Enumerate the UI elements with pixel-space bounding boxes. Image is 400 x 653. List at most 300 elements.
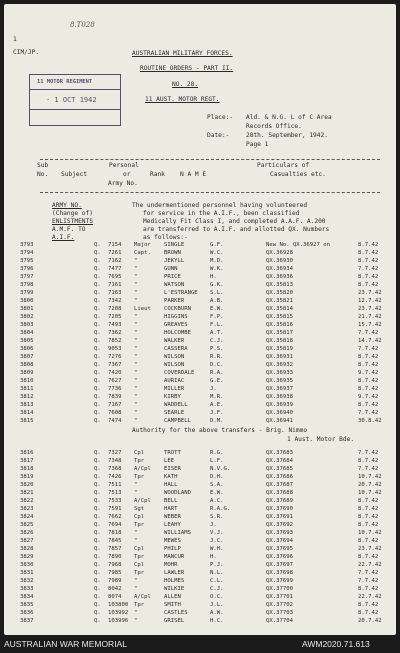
record-initials: G.K.: [210, 282, 224, 288]
record-new-number: QX.36939: [266, 402, 293, 408]
record-state: Q.: [94, 490, 101, 496]
record-personal-no: 7845: [108, 538, 122, 544]
authority-unit: 1 Aust. Motor Bde.: [287, 436, 355, 443]
record-state: Q.: [94, 474, 101, 480]
record-new-number: QX.37688: [266, 490, 293, 496]
record-row: [4, 522, 396, 530]
record-personal-no: 8074: [108, 594, 122, 600]
record-surname: HOLMES: [164, 578, 185, 584]
record-record-no: 3836: [20, 610, 34, 616]
record-initials: N.L.: [210, 570, 224, 576]
received-stamp: 11 MOTOR REGIMENT - 1 OCT 1942: [29, 74, 121, 126]
record-surname: WEBER: [164, 514, 181, 520]
record-state: Q.: [94, 554, 101, 560]
record-personal-no: 7985: [108, 570, 122, 576]
record-initials: A.W.: [210, 610, 224, 616]
record-date: 8.7.42: [358, 522, 379, 528]
record-personal-no: 7208: [108, 306, 122, 312]
record-row: [4, 602, 396, 610]
record-personal-no: 7368: [108, 466, 122, 472]
record-date: 22.7.42: [358, 562, 382, 568]
record-state: Q.: [94, 618, 101, 624]
record-date: 21.7.42: [358, 314, 382, 320]
record-row: [4, 586, 396, 594]
record-new-number: QX.35821: [266, 298, 293, 304]
record-rank: ": [134, 482, 138, 488]
record-personal-no: 7161: [108, 282, 122, 288]
record-record-no: 3833: [20, 586, 34, 592]
record-date: 7.7.42: [358, 330, 379, 336]
record-initials: R.A.: [210, 370, 224, 376]
record-record-no: 3795: [20, 258, 34, 264]
record-surname: L'ESTRANGE: [164, 290, 198, 296]
record-state: Q.: [94, 370, 101, 376]
record-row: [4, 490, 396, 498]
record-date: 20.7.42: [358, 482, 382, 488]
record-initials: G.F.: [210, 242, 224, 248]
record-personal-no: 9053: [108, 346, 122, 352]
record-record-no: 3797: [20, 274, 34, 280]
col-or: or: [123, 171, 131, 178]
record-personal-no: 103992: [108, 610, 129, 616]
record-state: Q.: [94, 450, 101, 456]
record-rank: ": [134, 338, 138, 344]
intro-line-4: are transferred to A.I.F. and allotted QX. Numbers: [143, 226, 330, 233]
record-personal-no: 103996: [108, 618, 129, 624]
record-record-no: 3824: [20, 514, 34, 520]
record-surname: WILLIAMS: [164, 530, 191, 536]
record-initials: J.: [210, 386, 217, 392]
record-new-number: QX.36941: [266, 418, 293, 424]
record-surname: WILSON: [164, 362, 185, 368]
record-date: 7.7.42: [358, 450, 379, 456]
record-state: Q.: [94, 498, 101, 504]
record-state: Q.: [94, 306, 101, 312]
record-rank: Sgt: [134, 506, 145, 512]
record-surname: GREAVES: [164, 322, 188, 328]
record-state: Q.: [94, 298, 101, 304]
record-rank: ": [134, 346, 138, 352]
record-personal-no: 7477: [108, 266, 122, 272]
record-new-number: QX.35814: [266, 306, 293, 312]
record-initials: W.K.: [210, 266, 224, 272]
record-initials: P.J.: [210, 562, 224, 568]
record-surname: HOLCOMBE: [164, 330, 191, 336]
record-rank: Cpl: [134, 546, 145, 552]
record-initials: G.E.: [210, 378, 224, 384]
record-new-number: QX.37696: [266, 554, 293, 560]
record-row: [4, 306, 396, 314]
record-surname: KATH: [164, 474, 178, 480]
document-page: [4, 4, 396, 635]
record-row: [4, 314, 396, 322]
record-state: Q.: [94, 546, 101, 552]
record-date: 10.7.42: [358, 474, 382, 480]
record-initials: D.C.: [210, 362, 224, 368]
record-state: Q.: [94, 538, 101, 544]
record-personal-no: 7608: [108, 410, 122, 416]
record-new-number: QX.35815: [266, 314, 293, 320]
record-state: Q.: [94, 402, 101, 408]
record-surname: GUNN: [164, 266, 178, 272]
record-surname: CASSERA: [164, 346, 188, 352]
record-surname: COCKBURN: [164, 306, 191, 312]
record-record-no: 3822: [20, 498, 34, 504]
record-date: 8.7.42: [358, 402, 379, 408]
record-date: 8.7.42: [358, 282, 379, 288]
record-row: [4, 562, 396, 570]
subject-aif-to: A.M.F. TO: [52, 226, 86, 233]
record-surname: PRICE: [164, 274, 181, 280]
record-state: Q.: [94, 610, 101, 616]
record-personal-no: 7857: [108, 546, 122, 552]
record-personal-no: 7694: [108, 522, 122, 528]
record-state: Q.: [94, 594, 101, 600]
record-rank: ": [134, 290, 138, 296]
subject-army-no: ARMY NO.: [52, 202, 82, 209]
record-personal-no: 7627: [108, 378, 122, 384]
record-initials: A.C.: [210, 498, 224, 504]
record-initials: J.: [210, 522, 217, 528]
col-rank: Rank: [150, 171, 165, 178]
page-indicator: Page 1: [246, 141, 269, 148]
record-initials: S.L.: [210, 290, 224, 296]
record-record-no: 3803: [20, 322, 34, 328]
record-record-no: 3826: [20, 530, 34, 536]
record-record-no: 3815: [20, 418, 34, 424]
record-row: [4, 498, 396, 506]
record-record-no: 3834: [20, 594, 34, 600]
record-initials: C.J.: [210, 586, 224, 592]
record-row: [4, 466, 396, 474]
record-record-no: 3828: [20, 546, 34, 552]
record-new-number: QX.37684: [266, 458, 293, 464]
record-new-number: QX.37689: [266, 498, 293, 504]
record-row: [4, 458, 396, 466]
order-number: NO. 28.: [172, 81, 199, 88]
record-state: Q.: [94, 250, 101, 256]
record-rank: Cpl: [134, 450, 145, 456]
record-record-no: 3794: [20, 250, 34, 256]
record-new-number: QX.36937: [266, 386, 293, 392]
record-surname: HALL: [164, 482, 178, 488]
record-new-number: QX.37699: [266, 578, 293, 584]
record-initials: W.H.: [210, 546, 224, 552]
record-state: Q.: [94, 266, 101, 272]
record-record-no: 3832: [20, 578, 34, 584]
record-rank: ": [134, 370, 138, 376]
record-state: Q.: [94, 602, 101, 608]
col-particulars: Particulars of: [257, 162, 310, 169]
record-date: 7.7.42: [358, 466, 379, 472]
record-initials: A.T.: [210, 330, 224, 336]
record-row: [4, 610, 396, 618]
record-new-number: QX.37687: [266, 482, 293, 488]
record-surname: LEE: [164, 458, 175, 464]
record-initials: L.F.: [210, 458, 224, 464]
record-record-no: 3810: [20, 378, 34, 384]
record-row: [4, 266, 396, 274]
record-state: Q.: [94, 242, 101, 248]
record-row: [4, 322, 396, 330]
record-rank: ": [134, 618, 138, 624]
record-initials: V.J.: [210, 530, 224, 536]
record-personal-no: 7348: [108, 458, 122, 464]
record-record-no: 3814: [20, 410, 34, 416]
record-new-number: QX.35819: [266, 346, 293, 352]
record-row: [4, 354, 396, 362]
record-record-no: 3829: [20, 554, 34, 560]
record-surname: HIGGINS: [164, 314, 188, 320]
record-personal-no: 7367: [108, 362, 122, 368]
record-initials: E.W.: [210, 490, 224, 496]
record-new-number: QX.36933: [266, 370, 293, 376]
record-surname: WILKIE: [164, 586, 185, 592]
record-rank: A/Cpl: [134, 498, 151, 504]
record-date: 15.7.42: [358, 322, 382, 328]
record-rank: ": [134, 322, 138, 328]
subject-change-of: (Change of): [52, 210, 93, 217]
record-rank: ": [134, 298, 138, 304]
reference-code: CIM/JP.: [13, 49, 40, 56]
unit-name: 11 AUST. MOTOR REGT.: [145, 96, 220, 103]
record-personal-no: 7426: [108, 474, 122, 480]
record-new-number: QX.35816: [266, 322, 293, 328]
record-row: [4, 554, 396, 562]
record-new-number: QX.36935: [266, 378, 293, 384]
footer-bar: [0, 635, 400, 653]
record-row: [4, 482, 396, 490]
record-date: 7.7.42: [358, 410, 379, 416]
record-state: Q.: [94, 522, 101, 528]
record-surname: WOODLAND: [164, 490, 191, 496]
record-personal-no: 8042: [108, 586, 122, 592]
record-new-number: QX.37693: [266, 530, 293, 536]
record-new-number: QX.37700: [266, 586, 293, 592]
record-surname: MILLER: [164, 386, 185, 392]
record-state: Q.: [94, 354, 101, 360]
record-personal-no: 7513: [108, 490, 122, 496]
record-new-number: QX.37704: [266, 618, 293, 624]
record-state: Q.: [94, 530, 101, 536]
record-state: Q.: [94, 282, 101, 288]
record-record-no: 3835: [20, 602, 34, 608]
record-row: [4, 330, 396, 338]
record-record-no: 3805: [20, 338, 34, 344]
record-record-no: 3827: [20, 538, 34, 544]
col-no: No.: [37, 171, 49, 178]
record-row: [4, 410, 396, 418]
record-personal-no: 7167: [108, 402, 122, 408]
record-state: Q.: [94, 394, 101, 400]
record-personal-no: 7342: [108, 298, 122, 304]
record-surname: CAMPBELL: [164, 418, 191, 424]
record-initials: C.L.: [210, 578, 224, 584]
record-personal-no: 7327: [108, 450, 122, 456]
record-initials: J.F.: [210, 410, 224, 416]
record-rank: ": [134, 410, 138, 416]
record-date: 14.7.42: [358, 338, 382, 344]
record-record-no: 3817: [20, 458, 34, 464]
subject-aif: A.I.F.: [52, 234, 75, 241]
record-date: 7.7.42: [358, 346, 379, 352]
col-sub-no: Sub: [37, 162, 49, 169]
record-date: 8.7.42: [358, 258, 379, 264]
record-row: [4, 570, 396, 578]
record-row: [4, 506, 396, 514]
record-personal-no: 7839: [108, 394, 122, 400]
record-record-no: 3819: [20, 474, 34, 480]
pencil-annotation: 8.T028: [70, 21, 95, 29]
record-new-number: QX.35817: [266, 330, 293, 336]
record-date: 8.7.42: [358, 458, 379, 464]
record-surname: KIRBY: [164, 394, 181, 400]
record-personal-no: 7420: [108, 370, 122, 376]
record-new-number: QX.37685: [266, 466, 293, 472]
record-initials: R.G.: [210, 450, 224, 456]
record-date: 8.7.42: [358, 554, 379, 560]
record-state: Q.: [94, 586, 101, 592]
record-new-number: QX.36930: [266, 258, 293, 264]
record-state: Q.: [94, 290, 101, 296]
record-new-number: QX.36938: [266, 394, 293, 400]
record-state: Q.: [94, 418, 101, 424]
record-row: [4, 338, 396, 346]
record-personal-no: 7591: [108, 506, 122, 512]
record-personal-no: 7362: [108, 330, 122, 336]
record-new-number: QX.36936: [266, 274, 293, 280]
record-rank: A/Cpl: [134, 466, 151, 472]
record-rank: Tpr: [134, 474, 145, 480]
record-surname: SMITH: [164, 602, 181, 608]
place-value-2: Records Office.: [246, 123, 302, 130]
record-personal-no: 7511: [108, 482, 122, 488]
record-rank: ": [134, 330, 138, 336]
record-date: 8.7.42: [358, 538, 379, 544]
record-row: [4, 346, 396, 354]
record-new-number: QX.37698: [266, 570, 293, 576]
record-record-no: 3812: [20, 394, 34, 400]
record-surname: ALLEN: [164, 594, 181, 600]
record-record-no: 3837: [20, 618, 34, 624]
record-new-number: QX.37701: [266, 594, 293, 600]
record-record-no: 3823: [20, 506, 34, 512]
record-new-number: QX.36932: [266, 362, 293, 368]
record-row: [4, 474, 396, 482]
divider: [40, 159, 380, 160]
record-rank: ": [134, 274, 138, 280]
record-new-number: QX.37691: [266, 514, 293, 520]
record-new-number: QX.37692: [266, 522, 293, 528]
record-row: [4, 242, 396, 250]
record-date: 23.7.42: [358, 290, 382, 296]
col-subject: Subject: [61, 171, 88, 178]
record-surname: WATSON: [164, 282, 185, 288]
record-record-no: 3808: [20, 362, 34, 368]
record-rank: Tpr: [134, 570, 145, 576]
record-rank: ": [134, 266, 138, 272]
record-surname: EISER: [164, 466, 181, 472]
record-date: 7.7.42: [358, 578, 379, 584]
record-row: [4, 578, 396, 586]
record-initials: F.L.: [210, 322, 224, 328]
record-state: Q.: [94, 514, 101, 520]
record-initials: J.L.: [210, 602, 224, 608]
record-record-no: 3820: [20, 482, 34, 488]
record-record-no: 3816: [20, 450, 34, 456]
record-surname: BELL: [164, 498, 178, 504]
record-record-no: 3798: [20, 282, 34, 288]
record-date: 20.7.42: [358, 618, 382, 624]
record-date: 8.7.42: [358, 250, 379, 256]
record-record-no: 3809: [20, 370, 34, 376]
record-surname: WADDELL: [164, 402, 188, 408]
record-initials: H.C.: [210, 618, 224, 624]
record-rank: ": [134, 362, 138, 368]
record-rank: ": [134, 530, 138, 536]
record-date: 23.7.42: [358, 546, 382, 552]
record-record-no: 3807: [20, 354, 34, 360]
record-initials: E.W.: [210, 306, 224, 312]
record-rank: Capt.: [134, 250, 151, 256]
record-row: [4, 386, 396, 394]
record-surname: MANCUR: [164, 554, 185, 560]
record-row: [4, 450, 396, 458]
record-row: [4, 290, 396, 298]
record-state: Q.: [94, 274, 101, 280]
record-new-number: QX.36931: [266, 354, 293, 360]
record-new-number: QX.35818: [266, 338, 293, 344]
record-record-no: 3806: [20, 346, 34, 352]
record-rank: Cpl: [134, 562, 145, 568]
record-personal-no: 7493: [108, 322, 122, 328]
record-rank: Tpr: [134, 522, 145, 528]
divider: [40, 192, 380, 193]
record-state: Q.: [94, 458, 101, 464]
page-number: 1: [13, 36, 17, 43]
record-rank: ": [134, 282, 138, 288]
record-personal-no: 7205: [108, 314, 122, 320]
record-personal-no: 7890: [108, 554, 122, 560]
record-personal-no: 7163: [108, 290, 122, 296]
record-surname: BROWN: [164, 250, 181, 256]
record-rank: ": [134, 402, 138, 408]
record-new-number: QX.37686: [266, 474, 293, 480]
record-initials: R.A.G.: [210, 506, 231, 512]
record-record-no: 3802: [20, 314, 34, 320]
record-date: 8.7.42: [358, 586, 379, 592]
record-rank: ": [134, 578, 138, 584]
record-surname: HART: [164, 506, 178, 512]
record-surname: GRISEL: [164, 618, 185, 624]
record-rank: ": [134, 258, 138, 264]
record-rank: ": [134, 378, 138, 384]
record-state: Q.: [94, 578, 101, 584]
record-personal-no: 103800: [108, 602, 129, 608]
record-rank: Lieut: [134, 306, 151, 312]
record-initials: O.C.: [210, 594, 224, 600]
record-personal-no: 7154: [108, 242, 122, 248]
record-date: 7.7.42: [358, 570, 379, 576]
record-date: 10.7.42: [358, 530, 382, 536]
record-new-number: QX.35813: [266, 282, 293, 288]
record-surname: TROTT: [164, 450, 181, 456]
record-date: 7.7.42: [358, 266, 379, 272]
record-initials: M.D.: [210, 258, 224, 264]
record-date: 8.7.42: [358, 362, 379, 368]
record-date: 10.7.42: [358, 490, 382, 496]
record-personal-no: 7968: [108, 562, 122, 568]
